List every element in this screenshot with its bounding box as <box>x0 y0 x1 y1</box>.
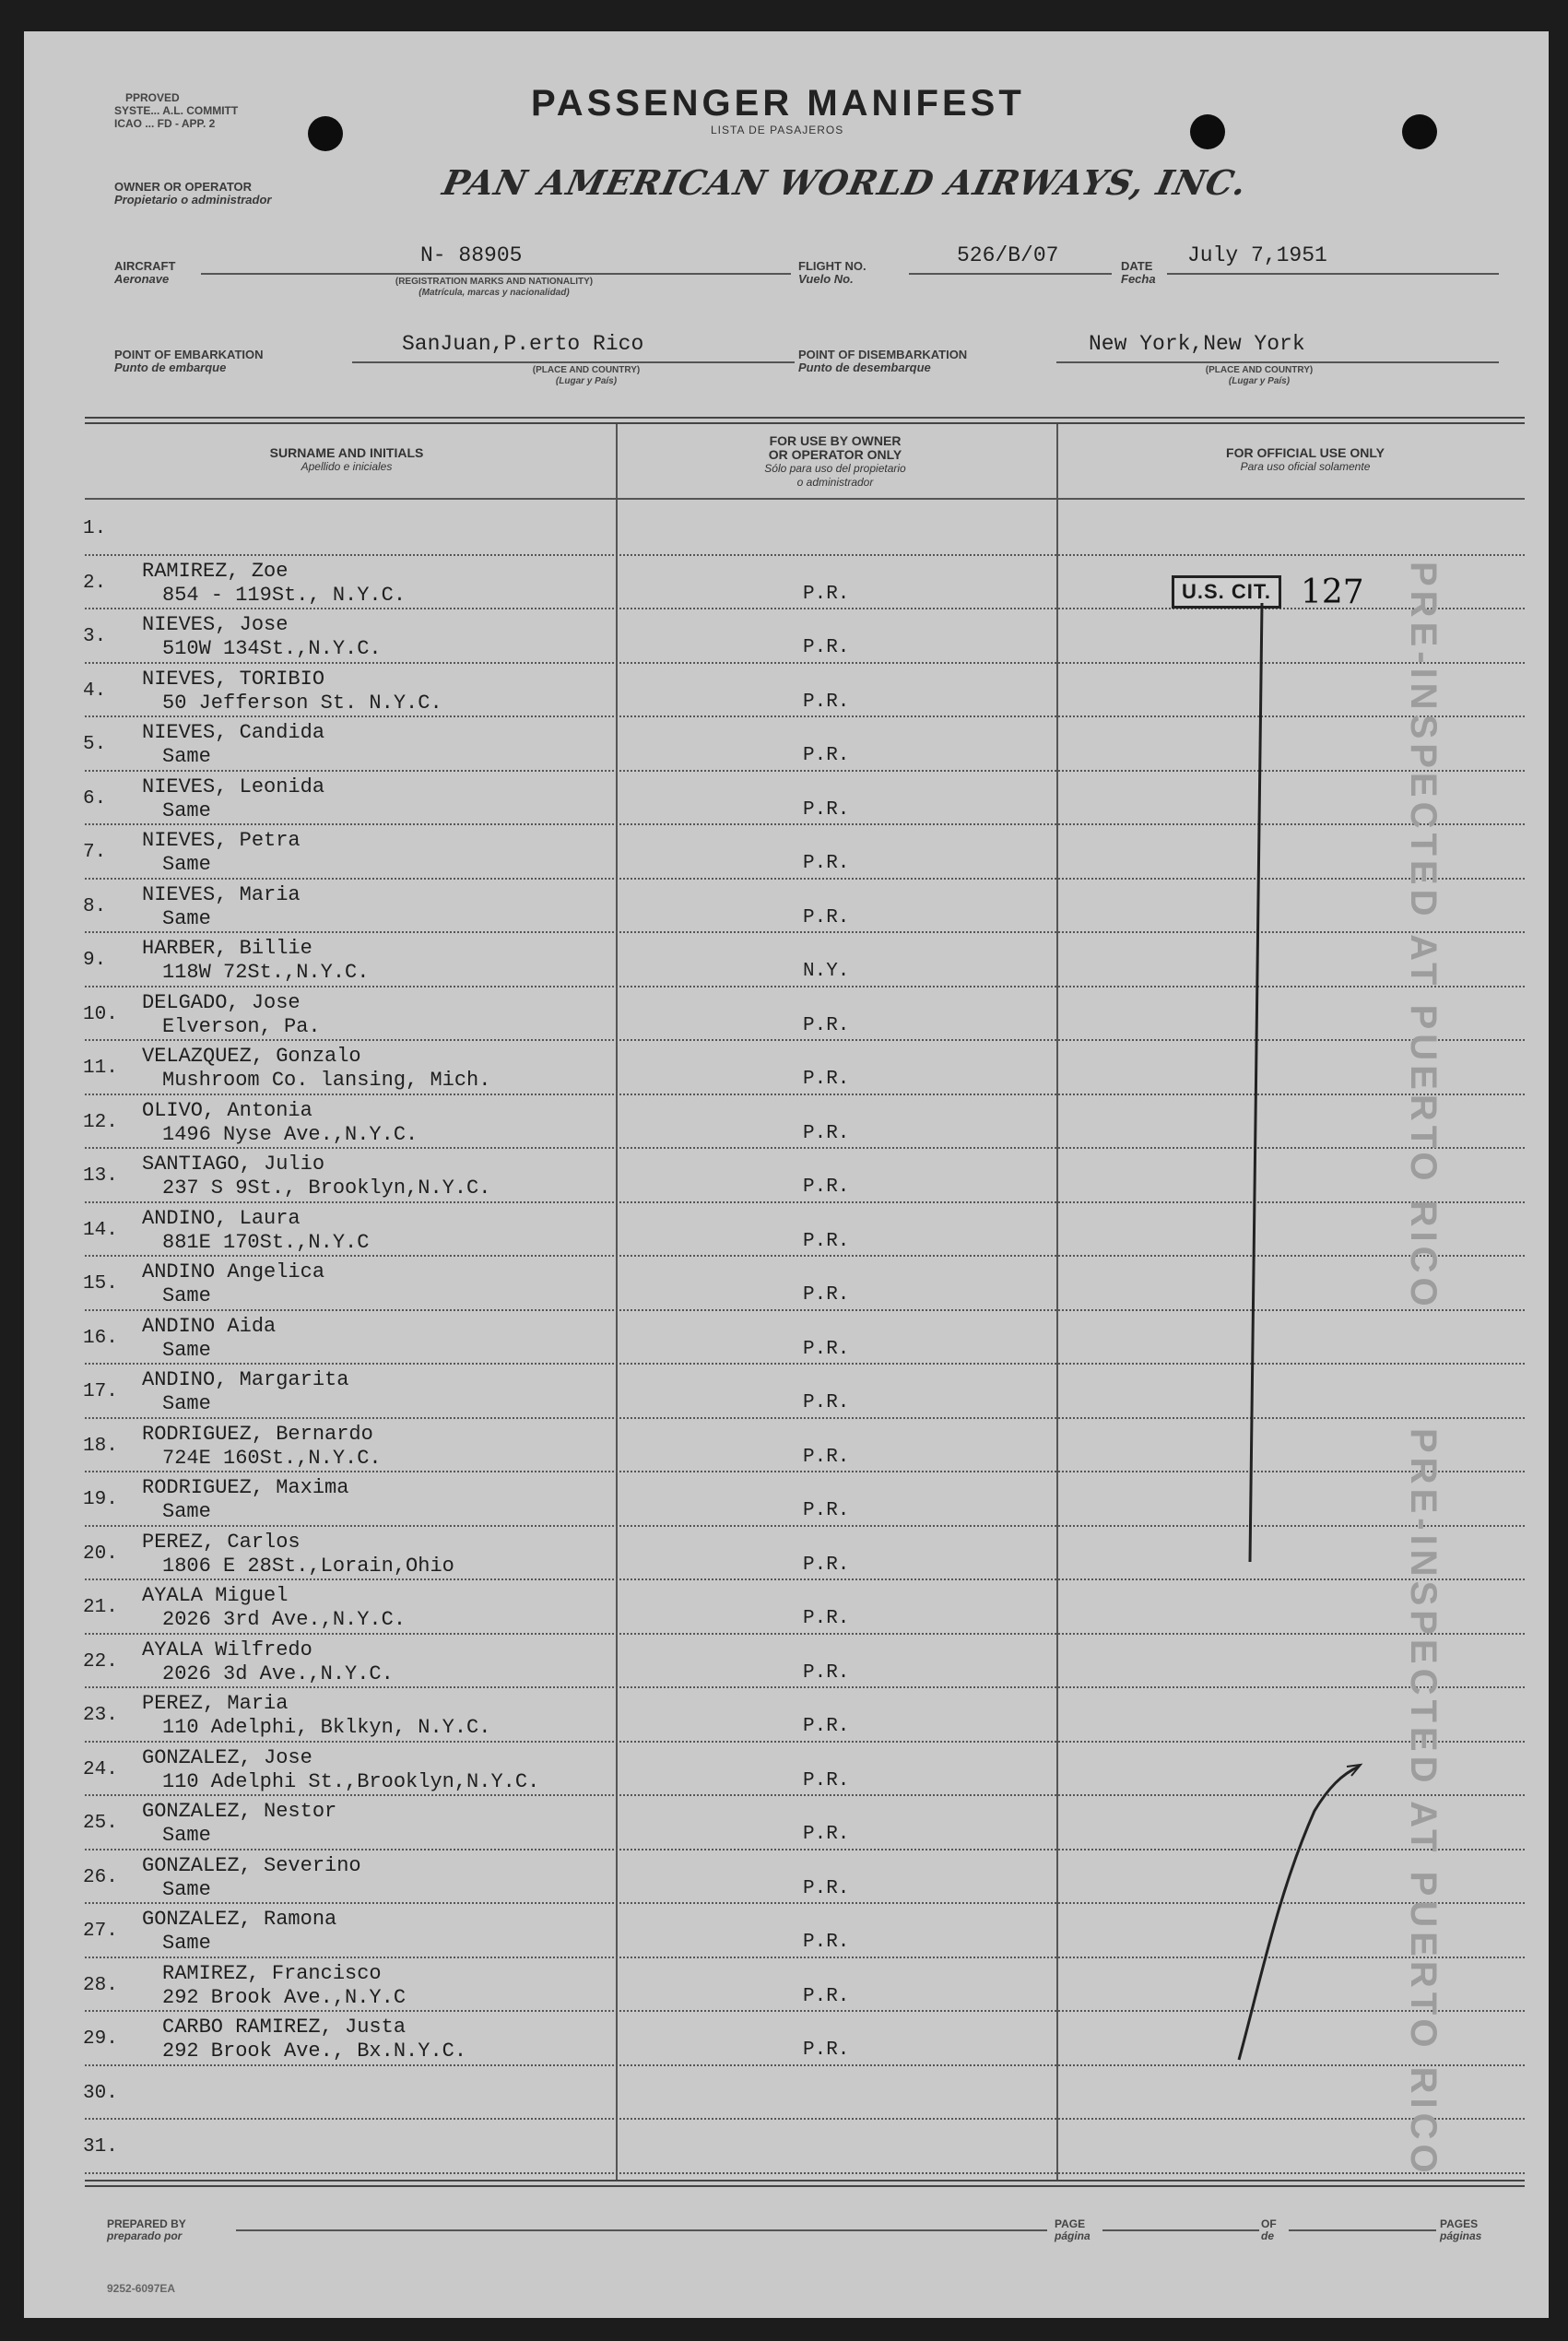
owner-use-value: P.R. <box>803 2040 850 2061</box>
column-header-owner-sub-1: Sólo para uso del propietario <box>764 462 906 475</box>
passenger-address: 292 Brook Ave.,N.Y.C <box>162 1985 407 2009</box>
passenger-address: Elverson, Pa. <box>162 1014 321 1038</box>
row-number: 14. <box>83 1219 118 1241</box>
passenger-address: 1496 Nyse Ave.,N.Y.C. <box>162 1122 419 1146</box>
vertical-stamp-2: PRE-INSPECTED AT PUERTO RICO <box>1403 1428 1444 2178</box>
owner-use-value: P.R. <box>803 1500 850 1521</box>
manifest-sheet <box>24 31 1549 2318</box>
passenger-name: NIEVES, Maria <box>142 882 301 906</box>
passenger-address: 1806 E 28St.,Lorain,Ohio <box>162 1554 454 1578</box>
disembarkation-sub-1: (PLACE AND COUNTRY) <box>1205 365 1314 375</box>
row-number: 12. <box>83 1111 118 1133</box>
passenger-address: 110 Adelphi, Bklkyn, N.Y.C. <box>162 1716 491 1739</box>
column-header-owner-title-2: OR OPERATOR ONLY <box>768 447 902 462</box>
page-label: PAGE <box>1055 2217 1086 2230</box>
owner-use-value: P.R. <box>803 1338 850 1360</box>
row-number: 13. <box>83 1165 118 1187</box>
owner-use-value: P.R. <box>803 1769 850 1791</box>
passenger-address: Same <box>162 1500 211 1523</box>
column-divider-1 <box>616 424 618 2180</box>
passenger-name: NIEVES, Jose <box>142 613 289 636</box>
owner-use-value: P.R. <box>803 1014 850 1036</box>
owner-use-value: P.R. <box>803 1069 850 1090</box>
owner-use-value: P.R. <box>803 1284 850 1306</box>
row-number: 11. <box>83 1058 118 1079</box>
row-number: 20. <box>83 1543 118 1565</box>
pages-label-es: páginas <box>1440 2229 1482 2242</box>
row-number: 25. <box>83 1813 118 1834</box>
row-number: 16. <box>83 1327 118 1349</box>
row-number: 22. <box>83 1650 118 1673</box>
passenger-address: 237 S 9St., Brooklyn,N.Y.C. <box>162 1176 491 1200</box>
passenger-name: RAMIREZ, Zoe <box>142 559 289 583</box>
row-number: 17. <box>83 1381 118 1402</box>
table-top-rule <box>85 417 1525 419</box>
row-number: 23. <box>83 1705 118 1726</box>
passenger-name: RODRIGUEZ, Bernardo <box>142 1422 373 1446</box>
date-underline <box>1167 273 1499 275</box>
punch-hole-center <box>1190 114 1225 149</box>
passenger-address: 50 Jefferson St. N.Y.C. <box>162 691 442 715</box>
passenger-address: Same <box>162 745 211 768</box>
passenger-address: Same <box>162 906 211 930</box>
aircraft-value: N- 88905 <box>420 243 523 267</box>
page-subtitle: LISTA DE PASAJEROS <box>711 124 844 136</box>
aircraft-underline <box>201 273 791 275</box>
column-header-surname-title: SURNAME AND INITIALS <box>269 445 424 460</box>
owner-use-value: P.R. <box>803 1446 850 1468</box>
row-number: 28. <box>83 1974 118 1996</box>
flight-value: 526/B/07 <box>957 243 1059 267</box>
owner-use-value: P.R. <box>803 1716 850 1737</box>
owner-value: PAN AMERICAN WORLD AIRWAYS, INC. <box>439 162 1251 203</box>
of-underline <box>1289 2229 1436 2231</box>
column-header-official-sub: Para uso oficial solamente <box>1240 460 1371 473</box>
row-number: 24. <box>83 1758 118 1780</box>
passenger-address: 881E 170St.,N.Y.C <box>162 1230 370 1254</box>
row-number: 15. <box>83 1273 118 1295</box>
passenger-name: ANDINO Aida <box>142 1314 277 1338</box>
owner-use-value: P.R. <box>803 1824 850 1845</box>
row-number: 10. <box>83 1003 118 1025</box>
page-label-es: página <box>1055 2229 1091 2242</box>
passenger-address: Same <box>162 1932 211 1955</box>
passenger-address: 292 Brook Ave., Bx.N.Y.C. <box>162 2040 467 2063</box>
passenger-address: Same <box>162 1392 211 1415</box>
disembarkation-underline <box>1056 361 1499 363</box>
column-header-official-title: FOR OFFICIAL USE ONLY <box>1226 445 1385 460</box>
owner-use-value: P.R. <box>803 1554 850 1576</box>
passenger-address: Same <box>162 853 211 876</box>
embarkation-sub-1: (PLACE AND COUNTRY) <box>532 365 641 375</box>
row-number: 8. <box>83 895 107 917</box>
row-number: 31. <box>83 2136 118 2158</box>
row-rule <box>85 2118 1525 2120</box>
column-header-owner-title-1: FOR USE BY OWNER <box>769 433 902 448</box>
row-number: 27. <box>83 1921 118 1942</box>
row-number: 9. <box>83 950 107 971</box>
passenger-name: NIEVES, Candida <box>142 721 325 744</box>
embarkation-value: SanJuan,P.erto Rico <box>402 332 644 356</box>
row-number: 29. <box>83 2028 118 2050</box>
row-number: 3. <box>83 626 107 647</box>
owner-use-value: P.R. <box>803 1230 850 1252</box>
date-label: DATE <box>1121 259 1153 273</box>
owner-use-value: P.R. <box>803 1176 850 1198</box>
table-bottom-rule-2 <box>85 2185 1525 2187</box>
row-number: 2. <box>83 572 107 594</box>
owner-use-value: P.R. <box>803 583 850 605</box>
embarkation-underline <box>352 361 795 363</box>
owner-use-value: P.R. <box>803 1608 850 1629</box>
passenger-address: 2026 3d Ave.,N.Y.C. <box>162 1661 394 1685</box>
passenger-name: HARBER, Billie <box>142 937 312 960</box>
owner-label-es: Propietario o administrador <box>114 193 272 207</box>
owner-label: OWNER OR OPERATOR <box>114 180 253 194</box>
column-header-official <box>1112 446 1499 474</box>
passenger-name: PEREZ, Maria <box>142 1692 289 1715</box>
passenger-name: AYALA Wilfredo <box>142 1638 312 1661</box>
column-header-surname-sub: Apellido e iniciales <box>301 460 393 473</box>
passenger-name: CARBO RAMIREZ, Justa <box>162 2016 407 2039</box>
header-bottom-rule <box>85 498 1525 500</box>
passenger-name: GONZALEZ, Severino <box>142 1853 361 1877</box>
row-number: 1. <box>83 518 107 539</box>
flight-label-es: Vuelo No. <box>798 272 854 286</box>
row-rule <box>85 554 1525 556</box>
passenger-name: RAMIREZ, Francisco <box>162 1961 382 1985</box>
passenger-address: Same <box>162 1824 211 1847</box>
passenger-name: ANDINO, Margarita <box>142 1368 349 1391</box>
passenger-address: 854 - 119St., N.Y.C. <box>162 583 407 607</box>
passenger-address: Same <box>162 1877 211 1901</box>
row-number: 30. <box>83 2082 118 2104</box>
prepared-by-label-es: preparado por <box>107 2229 183 2242</box>
aircraft-label: AIRCRAFT <box>114 259 176 273</box>
owner-use-value: P.R. <box>803 1392 850 1413</box>
passenger-name: NIEVES, Petra <box>142 829 301 852</box>
passenger-address: 724E 160St.,N.Y.C. <box>162 1446 382 1470</box>
passenger-address: 118W 72St.,N.Y.C. <box>162 961 370 984</box>
passenger-name: SANTIAGO, Julio <box>142 1153 325 1176</box>
passenger-name: NIEVES, TORIBIO <box>142 667 325 691</box>
prepared-by-underline <box>236 2229 1047 2231</box>
date-label-es: Fecha <box>1121 272 1156 286</box>
flight-label: FLIGHT NO. <box>798 259 867 273</box>
row-number: 18. <box>83 1435 118 1457</box>
page-title: PASSENGER MANIFEST <box>531 83 1025 124</box>
owner-use-value: P.R. <box>803 906 850 928</box>
aircraft-sub-1: (REGISTRATION MARKS AND NATIONALITY) <box>395 277 594 287</box>
passenger-address: Same <box>162 798 211 822</box>
row-number: 19. <box>83 1489 118 1510</box>
embarkation-label: POINT OF EMBARKATION <box>114 348 264 361</box>
aircraft-label-es: Aeronave <box>114 272 170 286</box>
approval-line-1: PPROVED <box>125 91 180 104</box>
row-number: 7. <box>83 842 107 863</box>
of-label-es: de <box>1261 2229 1275 2242</box>
pages-label: PAGES <box>1440 2217 1479 2230</box>
disembarkation-label: POINT OF DISEMBARKATION <box>798 348 968 361</box>
passenger-address: Same <box>162 1284 211 1307</box>
passenger-name: GONZALEZ, Jose <box>142 1745 312 1769</box>
owner-use-value: P.R. <box>803 1122 850 1144</box>
row-number: 5. <box>83 734 107 755</box>
of-label: OF <box>1261 2217 1277 2230</box>
passenger-name: GONZALEZ, Ramona <box>142 1908 337 1931</box>
vertical-stamp-1: PRE-INSPECTED AT PUERTO RICO <box>1403 562 1444 1311</box>
passenger-name: VELAZQUEZ, Gonzalo <box>142 1045 361 1068</box>
passenger-name: ANDINO, Laura <box>142 1206 301 1230</box>
column-header-surname <box>144 446 549 474</box>
owner-use-value: P.R. <box>803 745 850 766</box>
row-number: 26. <box>83 1866 118 1888</box>
owner-use-value: P.R. <box>803 798 850 821</box>
passenger-address: 510W 134St.,N.Y.C. <box>162 637 382 660</box>
column-header-owner <box>669 434 1001 490</box>
owner-use-value: P.R. <box>803 1985 850 2007</box>
embarkation-sub-2: (Lugar y País) <box>555 376 618 386</box>
us-citizen-stamp: U.S. CIT. <box>1172 575 1281 609</box>
row-rule <box>85 2172 1525 2174</box>
citizen-count: 127 <box>1301 573 1364 611</box>
column-divider-2 <box>1056 424 1058 2180</box>
passenger-address: 2026 3rd Ave.,N.Y.C. <box>162 1608 407 1631</box>
passenger-name: ANDINO Angelica <box>142 1260 325 1283</box>
form-code: 9252-6097EA <box>107 2282 176 2295</box>
table-bottom-rule <box>85 2180 1525 2181</box>
passenger-name: NIEVES, Leonida <box>142 774 325 798</box>
disembarkation-value: New York,New York <box>1089 332 1305 356</box>
passenger-name: AYALA Miguel <box>142 1584 289 1607</box>
owner-use-value: P.R. <box>803 1932 850 1953</box>
punch-hole-right <box>1402 114 1437 149</box>
column-header-owner-sub-2: o administrador <box>796 476 874 489</box>
approval-line-2: SYSTE... A.L. COMMITT <box>114 104 239 117</box>
disembarkation-sub-2: (Lugar y País) <box>1228 376 1291 386</box>
aircraft-sub-2: (Matrícula, marcas y nacionalidad) <box>419 288 570 298</box>
owner-use-value: P.R. <box>803 637 850 658</box>
passenger-name: RODRIGUEZ, Maxima <box>142 1476 349 1499</box>
disembarkation-label-es: Punto de desembarque <box>798 361 931 374</box>
passenger-name: GONZALEZ, Nestor <box>142 1800 337 1823</box>
owner-use-value: P.R. <box>803 1661 850 1684</box>
embarkation-label-es: Punto de embarque <box>114 361 227 374</box>
passenger-name: DELGADO, Jose <box>142 990 301 1014</box>
passenger-name: OLIVO, Antonia <box>142 1098 312 1122</box>
official-handwritten-mark <box>1204 603 1425 2097</box>
row-number: 4. <box>83 680 107 702</box>
flight-underline <box>909 273 1112 275</box>
approval-line-3: ICAO ... FD - APP. 2 <box>114 117 216 130</box>
prepared-by-label: PREPARED BY <box>107 2217 186 2230</box>
page-underline <box>1102 2229 1259 2231</box>
passenger-address: Mushroom Co. lansing, Mich. <box>162 1069 491 1092</box>
table-top-rule-2 <box>85 422 1525 424</box>
passenger-name: PEREZ, Carlos <box>142 1530 301 1554</box>
row-number: 6. <box>83 787 107 810</box>
owner-use-value: N.Y. <box>803 961 850 982</box>
owner-use-value: P.R. <box>803 853 850 874</box>
passenger-address: 110 Adelphi St.,Brooklyn,N.Y.C. <box>162 1769 540 1793</box>
punch-hole-left <box>308 116 343 151</box>
passenger-address: Same <box>162 1338 211 1362</box>
date-value: July 7,1951 <box>1187 243 1327 267</box>
owner-use-value: P.R. <box>803 691 850 713</box>
owner-use-value: P.R. <box>803 1877 850 1899</box>
row-number: 21. <box>83 1597 118 1618</box>
